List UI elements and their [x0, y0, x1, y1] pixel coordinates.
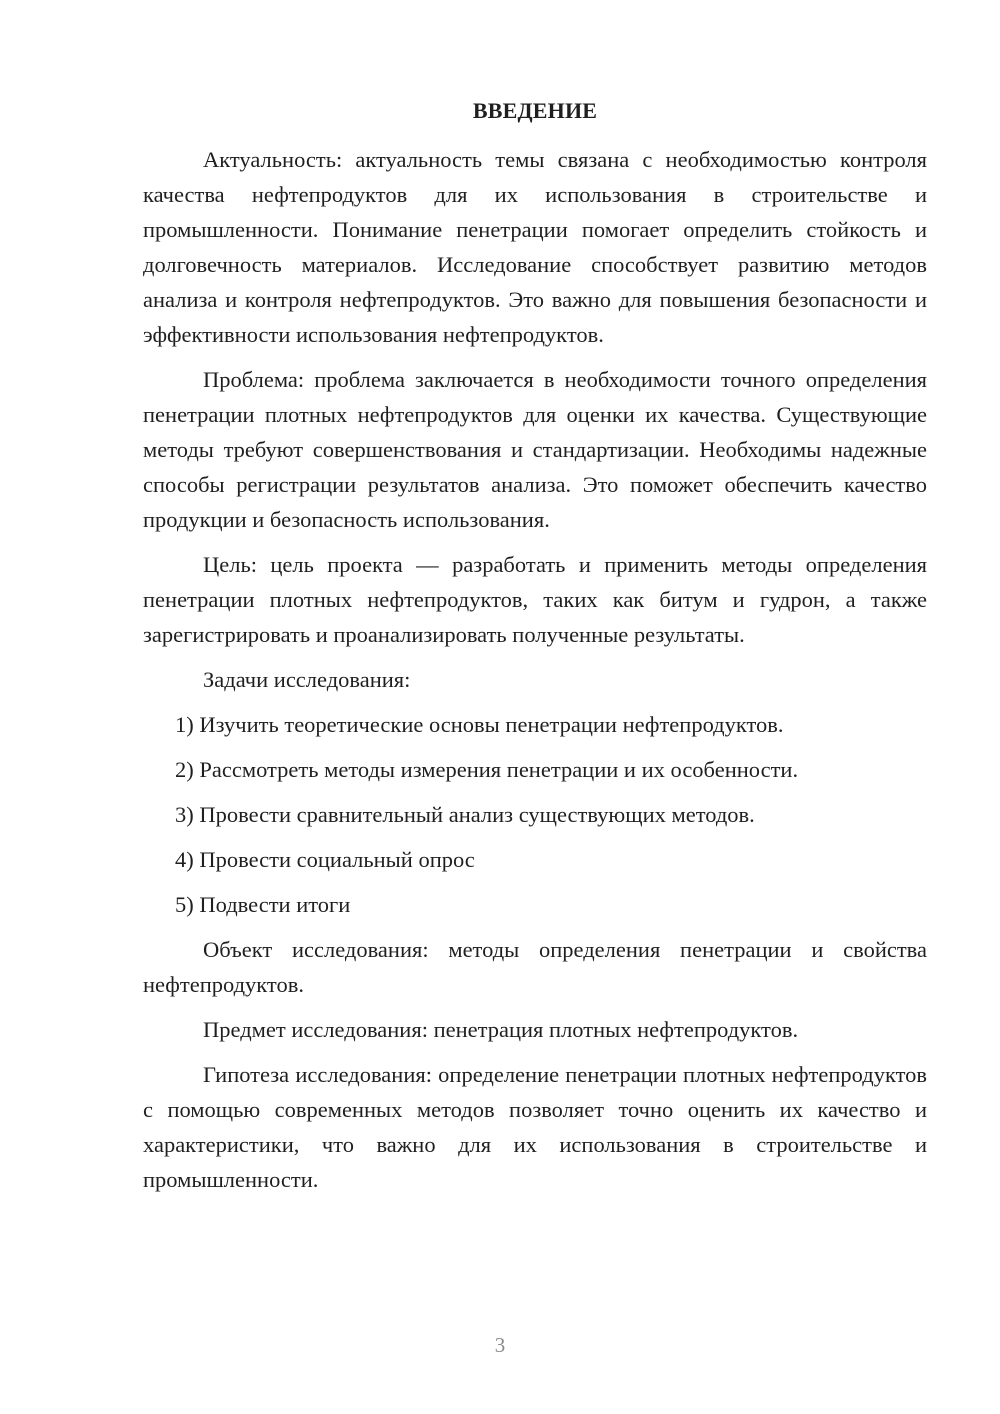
tasks-list: [143, 707, 927, 922]
document-page: [143, 96, 927, 1207]
list-item: 2) Рассмотреть методы измерения пенетрации и их особенности.: [175, 757, 799, 782]
problem-paragraph: Проблема: проблема заключается в необходимости точного определения пенетрации плотных нефтепродуктов для оценки их качества. Существующие методы требуют совершенствования и стандартизации. Необходимы надежные способы регистрации результатов анализа. Это поможет обеспечить качество продукции и безопасность использования.: [143, 367, 927, 532]
object-paragraph: Объект исследования: методы определения пенетрации и свойства нефтепродуктов.: [143, 937, 927, 997]
list-item: 4) Провести социальный опрос: [175, 847, 475, 872]
list-item: 5) Подвести итоги: [175, 892, 351, 917]
relevance-paragraph: Актуальность: актуальность темы связана с необходимостью контроля качества нефтепродуктов для их использования в строительстве и промышленности. Понимание пенетрации помогает определить стойкость и долговечность материалов. Исследование способствует развитию методов анализа и контроля нефтепродуктов. Это важно для повышения безопасности и эффективности использования нефтепродуктов.: [143, 147, 927, 347]
page-number: 3: [494, 1333, 506, 1357]
list-item: 3) Провести сравнительный анализ существующих методов.: [175, 802, 755, 827]
page-title: ВВЕДЕНИЕ: [472, 98, 598, 123]
goal-paragraph: Цель: цель проекта — разработать и применить методы определения пенетрации плотных нефтепродуктов, таких как битум и гудрон, а также зарегистрировать и проанализировать полученные результаты.: [143, 552, 927, 647]
tasks-heading: Задачи исследования:: [203, 667, 411, 692]
subject-paragraph: Предмет исследования: пенетрация плотных нефтепродуктов.: [203, 1017, 799, 1042]
hypothesis-paragraph: Гипотеза исследования: определение пенетрации плотных нефтепродуктов с помощью современных методов позволяет точно оценить их качество и характеристики, что важно для их использования в строительстве и промышленности.: [143, 1062, 927, 1192]
list-item: 1) Изучить теоретические основы пенетрации нефтепродуктов.: [175, 712, 784, 737]
